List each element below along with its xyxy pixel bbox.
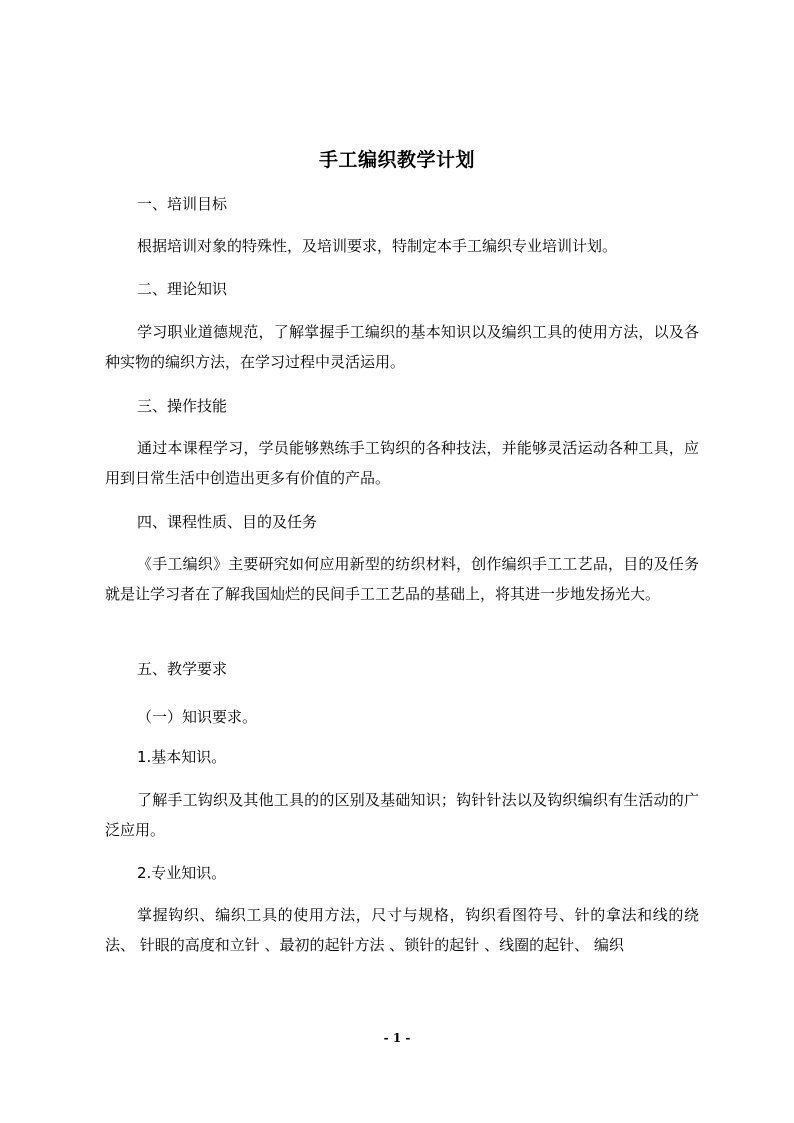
item-heading-professional-knowledge: 2.专业知识。 bbox=[137, 864, 227, 882]
section-heading-training-goals: 一、培训目标 bbox=[137, 195, 228, 213]
section-heading-skills: 三、操作技能 bbox=[137, 397, 228, 415]
section-body-theory: 学习职业道德规范，了解掌握手工编织的基本知识以及编织工具的使用方法，以及各种实物的编织方法，在学习过程中灵活运用。 bbox=[105, 323, 699, 371]
section-body-training-goals: 根据培训对象的特殊性，及培训要求，特制定本手工编织专业培训计划。 bbox=[137, 237, 618, 255]
subsection-knowledge-requirements: （一）知识要求。 bbox=[137, 708, 258, 726]
section-body-skills: 通过本课程学习，学员能够熟练手工钩织的各种技法，并能够灵活运动各种工具，应用到日常生活中创造出更多有价值的产品。 bbox=[105, 439, 699, 487]
page-number: - 1 - bbox=[383, 1031, 411, 1045]
section-heading-theory: 二、理论知识 bbox=[137, 280, 228, 298]
document-title: 手工编织教学计划 bbox=[318, 149, 475, 171]
section-heading-course-nature: 四、课程性质、目的及任务 bbox=[137, 513, 318, 531]
section-body-course-nature: 《手工编织》主要研究如何应用新型的纺织材料，创作编织手工工艺品，目的及任务就是让学习者在了解我国灿烂的民间手工工艺品的基础上，将其进一步地发扬光大。 bbox=[105, 555, 699, 603]
item-body-basic-knowledge: 了解手工钩织及其他工具的的区别及基础知识；钩针针法以及钩织编织有生活动的广泛应用。 bbox=[105, 791, 699, 839]
item-body-professional-knowledge: 掌握钩织、编织工具的使用方法，尺寸与规格，钩织看图符号、针的拿法和线的绕法、 针眼的高度和立针 、最初的起针方法 、锁针的起针 、线圈的起针、 编织 bbox=[105, 906, 699, 954]
section-heading-teaching-requirements: 五、教学要求 bbox=[137, 660, 228, 678]
item-heading-basic-knowledge: 1.基本知识。 bbox=[137, 748, 227, 766]
